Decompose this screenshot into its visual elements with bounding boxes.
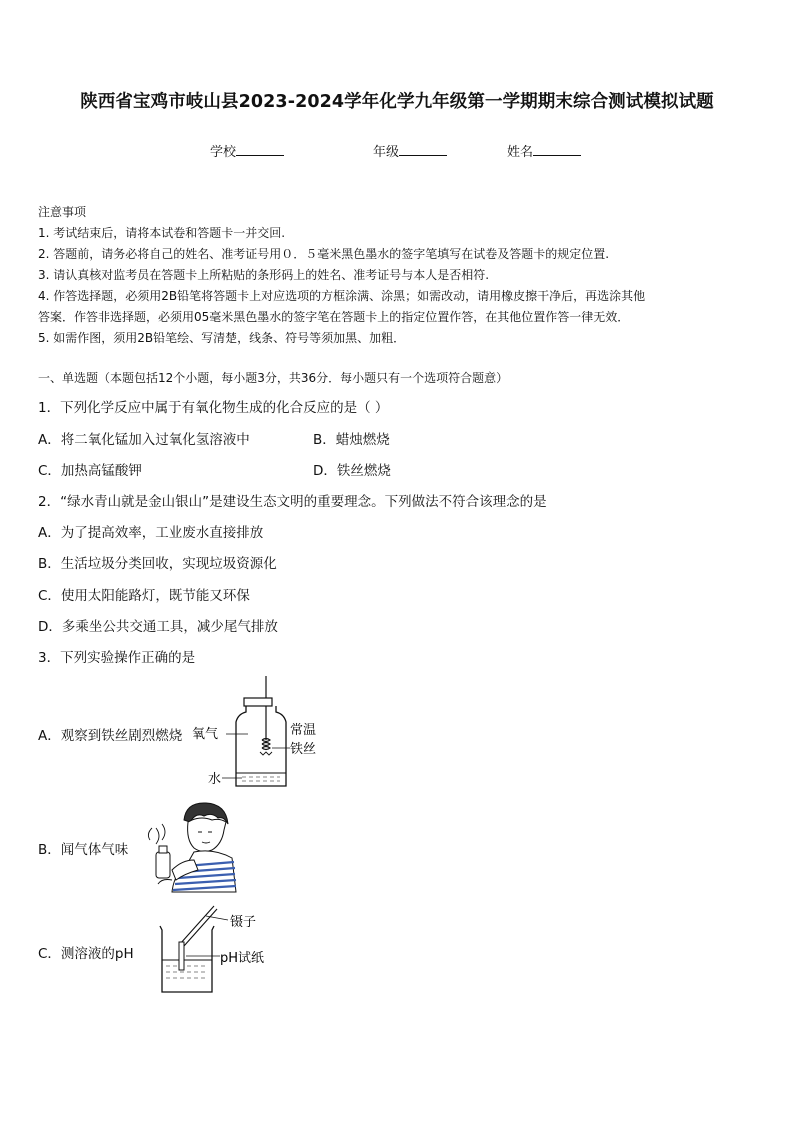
tweezers-label: 镊子 [230, 915, 257, 930]
stopper [244, 698, 272, 706]
water-label: 水 [208, 772, 222, 787]
grade-label: 年级 [373, 145, 400, 160]
bottle [156, 852, 170, 878]
ph-paper [179, 942, 184, 970]
waft-lines [148, 824, 165, 844]
notes-heading: 注意事项 [38, 205, 87, 219]
iron-wire-label: 铁丝 [290, 742, 317, 757]
option-a[interactable]: A．将二氧化锰加入过氧化氢溶液中 [38, 432, 250, 448]
name-field[interactable] [507, 141, 581, 160]
page-title: 陕西省宝鸡市岐山县2023-2024学年化学九年级第一学期期末综合测试模拟试题 [80, 92, 714, 112]
note-item: 5. 如需作图，须用2B铅笔绘、写清楚，线条、符号等须加黑、加粗． [38, 331, 406, 345]
option-b[interactable]: B．闻气体气味 [38, 842, 129, 858]
ph-test-figure [150, 902, 280, 998]
note-item: 3. 请认真核对监考员在答题卡上所粘贴的条形码上的姓名、准考证号与本人是否相符. [38, 268, 490, 282]
school-field[interactable] [210, 141, 284, 160]
option-c[interactable]: C．测溶液的pH [38, 946, 134, 962]
option-a[interactable]: A．观察到铁丝剧烈燃烧 [38, 728, 183, 744]
oxygen-label: 氧气 [192, 727, 219, 742]
grade-field[interactable] [373, 141, 447, 160]
face [188, 818, 226, 852]
gas-bottle [236, 706, 286, 786]
note-item: 2. 答题前，请务必将自己的姓名、准考证号用０．５毫米黑色墨水的签字笔填写在试卷及答题卡的规定位置. [38, 247, 610, 261]
school-blank[interactable] [236, 143, 284, 156]
tweezers [180, 906, 214, 944]
ph-paper-label: pH试纸 [220, 951, 265, 966]
note-item: 1. 考试结束后，请将本试卷和答题卡一并交回. [38, 226, 286, 240]
option-c[interactable]: C．使用太阳能路灯，既节能又环保 [38, 588, 250, 604]
note-item: 答案．作答非选择题，必须用05毫米黑色墨水的签字笔在答题卡上的指定位置作答，在其他位置作答一律无效． [38, 310, 630, 324]
option-b[interactable]: B．生活垃圾分类回收，实现垃圾资源化 [38, 556, 277, 572]
option-d[interactable]: D．多乘坐公共交通工具，减少尾气排放 [38, 619, 278, 635]
smell-gas-figure [142, 800, 242, 896]
option-d[interactable]: D．铁丝燃烧 [313, 463, 391, 479]
name-blank[interactable] [533, 143, 581, 156]
option-b[interactable]: B．蜡烛燃烧 [313, 432, 390, 448]
name-label: 姓名 [507, 145, 534, 160]
grade-blank[interactable] [399, 143, 447, 156]
room-temp-label: 常温 [290, 723, 317, 738]
note-item: 4. 作答选择题，必须用2B铅笔将答题卡上对应选项的方框涂满、涂黑；如需改动，请用橡皮擦干净后，再选涂其他 [38, 289, 646, 303]
school-label: 学校 [210, 145, 237, 160]
section-heading: 一、单选题（本题包括12个小题，每小题3分，共36分．每小题只有一个选项符合题意） [38, 371, 509, 385]
option-c[interactable]: C．加热高锰酸钾 [38, 463, 142, 479]
iron-coil [262, 739, 270, 750]
question-stem: 1．下列化学反应中属于有氧化物生成的化合反应的是（ ） [38, 400, 389, 416]
option-a[interactable]: A．为了提高效率，工业废水直接排放 [38, 525, 264, 541]
iron-wire-burning-figure [186, 676, 336, 794]
question-stem: 3．下列实验操作正确的是 [38, 650, 196, 666]
question-stem: 2．“绿水青山就是金山银山”是建设生态文明的重要理念。下列做法不符合该理念的是 [38, 494, 547, 510]
